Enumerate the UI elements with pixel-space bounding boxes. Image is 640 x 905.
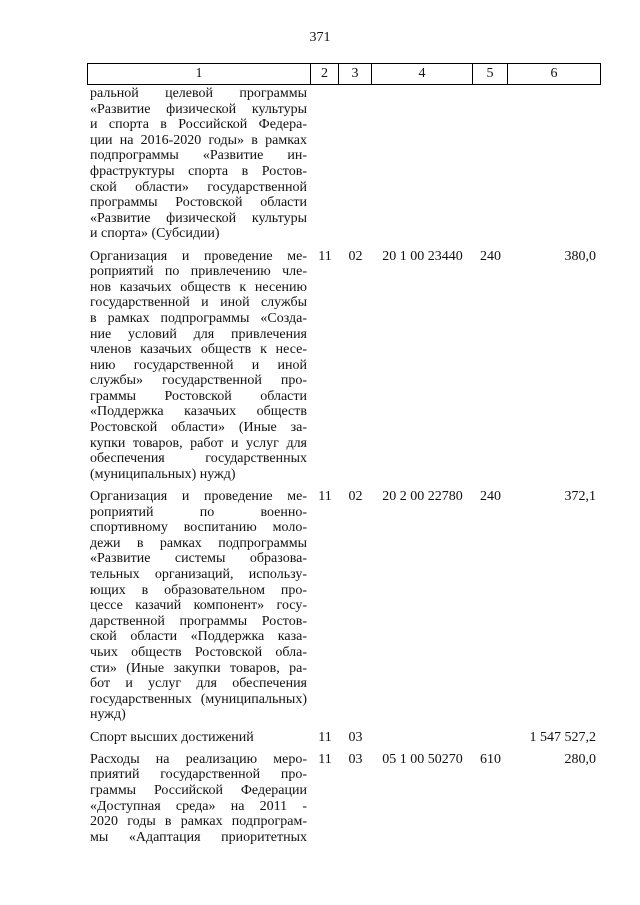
- description-line: приятий государственной про-: [90, 767, 307, 783]
- description-line: граммы Ростовской области: [90, 388, 307, 404]
- column-6-cell: 280,0: [564, 751, 596, 767]
- column-4-cell: 20 2 00 22780: [382, 489, 463, 505]
- table-header-row: [87, 63, 601, 85]
- description-line: Организация и проведение ме-: [90, 248, 307, 264]
- description-line: Спорт высших достижений: [90, 729, 254, 745]
- column-3-cell: 03: [348, 729, 363, 745]
- column-3-header: 3: [339, 63, 372, 85]
- description-line: государственной и иной службы: [90, 295, 307, 311]
- column-3-cell: 03: [348, 751, 363, 767]
- description-line: нию государственной и иной: [90, 357, 307, 373]
- description-line: ской области «Поддержка каза-: [90, 629, 307, 645]
- description-line: Ростовской области» (Иные за-: [90, 420, 307, 436]
- description-line: (муниципальных) нужд): [90, 466, 236, 482]
- column-5-cell: 240: [480, 248, 501, 264]
- column-3-cell: [339, 86, 372, 242]
- budget-table: [87, 63, 601, 845]
- description-line: сти» (Иные закупки товаров, ра-: [90, 660, 307, 676]
- description-line: программы Ростовской области: [90, 195, 307, 211]
- description-line: «Развитие физической культуры: [90, 210, 307, 226]
- table-row: [87, 723, 601, 745]
- column-2-cell: 11: [318, 729, 332, 745]
- description-line: 2020 годы в рамках подпрограм-: [90, 814, 307, 830]
- description-line: в рамках подпрограммы «Созда-: [90, 310, 307, 326]
- page-number: 371: [309, 30, 331, 45]
- description-line: купки товаров, работ и услуг для: [90, 435, 307, 451]
- column-2-cell: 11: [318, 489, 332, 505]
- description-line: и спорта в Российской Федера-: [90, 117, 307, 133]
- description-line: Организация и проведение ме-: [90, 489, 307, 505]
- description-line: ние условий для привлечения: [90, 326, 307, 342]
- column-3-cell: 02: [348, 248, 363, 264]
- column-2-cell: [311, 86, 339, 242]
- description-cell: [87, 730, 311, 746]
- table-row: [87, 745, 601, 845]
- description-line: подпрограммы «Развитие ин-: [90, 148, 307, 164]
- table-row: [87, 85, 601, 242]
- description-line: цессе казачий компонент» госу-: [90, 598, 307, 614]
- table-body: [87, 85, 601, 845]
- description-line: ральной целевой программы: [90, 86, 307, 101]
- column-2-header: 2: [311, 63, 339, 85]
- description-line: спортивному воспитанию моло-: [90, 520, 307, 536]
- description-line: ции на 2016-2020 годы» в рамках: [90, 132, 307, 148]
- column-6-cell: 372,1: [564, 489, 596, 505]
- description-line: «Развитие системы образова-: [90, 551, 307, 567]
- description-line: «Поддержка казачьих обществ: [90, 404, 307, 420]
- description-line: «Развитие физической культуры: [90, 101, 307, 117]
- description-line: бот и услуг для обеспечения: [90, 676, 307, 692]
- description-line: тельных организаций, использу-: [90, 567, 307, 582]
- column-3-cell: 02: [348, 489, 363, 505]
- description-line: службы» государственной про-: [90, 373, 307, 389]
- column-1-header: 1: [87, 63, 311, 85]
- description-cell: [87, 86, 311, 242]
- description-cell: [87, 752, 311, 846]
- column-6-cell: 380,0: [564, 248, 596, 264]
- description-line: Расходы на реализацию меро-: [90, 751, 307, 767]
- description-line: нов казачьих обществ к несению: [90, 279, 307, 295]
- column-5-cell: 240: [480, 489, 501, 505]
- column-5-header: 5: [473, 63, 508, 85]
- column-5-cell: [473, 730, 508, 746]
- column-2-cell: 11: [318, 751, 332, 767]
- description-line: роприятий по привлечению чле-: [90, 264, 307, 280]
- table-row: [87, 242, 601, 483]
- description-line: нужд): [90, 707, 126, 723]
- description-line: чьих обществ Ростовской обла-: [90, 644, 307, 660]
- description-line: граммы Российской Федерации: [90, 782, 307, 798]
- description-line: дежи в рамках подпрограммы: [90, 535, 307, 551]
- description-line: фраструктуры спорта в Ростов-: [90, 163, 307, 179]
- column-4-cell: 05 1 00 50270: [382, 751, 463, 767]
- column-6-header: 6: [508, 63, 601, 85]
- column-5-cell: [473, 86, 508, 242]
- description-cell: [87, 249, 311, 483]
- description-line: ской области» государственной: [90, 179, 307, 195]
- description-line: обеспечения государственных: [90, 451, 307, 467]
- description-line: мы «Адаптация приоритетных: [90, 829, 307, 845]
- column-6-cell: [508, 86, 601, 242]
- description-line: роприятий по военно-: [90, 504, 307, 520]
- column-4-cell: [372, 86, 473, 242]
- column-6-cell: 1 547 527,2: [529, 729, 596, 745]
- description-line: «Доступная среда» на 2011 -: [90, 798, 307, 814]
- table-row: [87, 482, 601, 723]
- description-line: и спорта» (Субсидии): [90, 226, 220, 242]
- description-line: государственных (муниципальных): [90, 691, 307, 707]
- column-4-cell: 20 1 00 23440: [382, 248, 463, 264]
- description-line: членов казачьих обществ к несе-: [90, 342, 307, 358]
- column-4-header: 4: [372, 63, 473, 85]
- description-line: дарственной программы Ростов-: [90, 613, 307, 629]
- column-4-cell: [372, 730, 473, 746]
- column-5-cell: 610: [480, 751, 501, 767]
- column-2-cell: 11: [318, 248, 332, 264]
- description-line: ющих в образовательном про-: [90, 582, 307, 598]
- description-cell: [87, 489, 311, 723]
